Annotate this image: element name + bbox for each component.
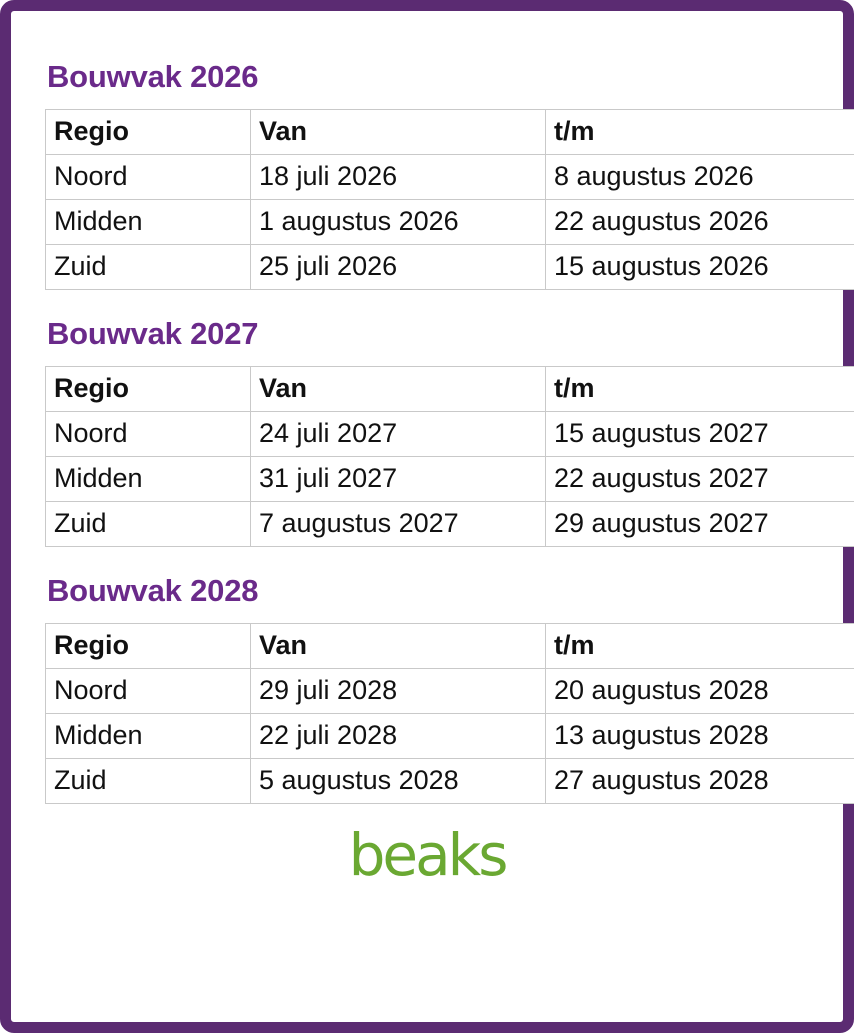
column-header-tm: t/m [546, 367, 854, 412]
table-header-row [46, 367, 854, 412]
cell-tm: 15 augustus 2027 [546, 412, 854, 457]
column-header-regio: Regio [46, 624, 251, 669]
column-header-regio: Regio [46, 110, 251, 155]
bouwvak-table-2026 [45, 109, 854, 290]
section-bouwvak-2028 [45, 573, 809, 804]
cell-van: 24 juli 2027 [251, 412, 546, 457]
column-header-regio: Regio [46, 367, 251, 412]
column-header-van: Van [251, 110, 546, 155]
table-row [46, 457, 854, 502]
cell-tm: 27 augustus 2028 [546, 759, 854, 804]
cell-tm: 22 augustus 2027 [546, 457, 854, 502]
table-row [46, 155, 854, 200]
cell-regio: Zuid [46, 759, 251, 804]
table-header-row [46, 110, 854, 155]
cell-regio: Noord [46, 412, 251, 457]
column-header-tm: t/m [546, 624, 854, 669]
cell-regio: Midden [46, 457, 251, 502]
cell-van: 7 augustus 2027 [251, 502, 546, 547]
cell-regio: Midden [46, 714, 251, 759]
cell-regio: Noord [46, 155, 251, 200]
page-title: Bouwvak 2027 [47, 316, 259, 351]
cell-tm: 20 augustus 2028 [546, 669, 854, 714]
cell-tm: 29 augustus 2027 [546, 502, 854, 547]
cell-regio: Noord [46, 669, 251, 714]
column-header-van: Van [251, 624, 546, 669]
cell-van: 18 juli 2026 [251, 155, 546, 200]
table-row [46, 502, 854, 547]
column-header-tm: t/m [546, 110, 854, 155]
section-bouwvak-2027 [45, 316, 809, 547]
table-row [46, 412, 854, 457]
cell-van: 1 augustus 2026 [251, 200, 546, 245]
cell-regio: Midden [46, 200, 251, 245]
brand-logo-text: beaks [348, 821, 506, 889]
table-row [46, 669, 854, 714]
cell-tm: 13 augustus 2028 [546, 714, 854, 759]
column-header-van: Van [251, 367, 546, 412]
cell-van: 5 augustus 2028 [251, 759, 546, 804]
cell-van: 22 juli 2028 [251, 714, 546, 759]
table-row [46, 200, 854, 245]
bouwvak-table-2028 [45, 623, 854, 804]
cell-regio: Zuid [46, 245, 251, 290]
cell-tm: 8 augustus 2026 [546, 155, 854, 200]
cell-tm: 15 augustus 2026 [546, 245, 854, 290]
cell-van: 31 juli 2027 [251, 457, 546, 502]
table-row [46, 245, 854, 290]
bouwvak-table-2027 [45, 366, 854, 547]
table-row [46, 759, 854, 804]
logo [45, 821, 809, 889]
cell-van: 29 juli 2028 [251, 669, 546, 714]
page-title: Bouwvak 2028 [47, 573, 259, 608]
cell-regio: Zuid [46, 502, 251, 547]
table-row [46, 714, 854, 759]
page-title: Bouwvak 2026 [47, 59, 259, 94]
table-header-row [46, 624, 854, 669]
cell-van: 25 juli 2026 [251, 245, 546, 290]
section-bouwvak-2026 [45, 59, 809, 290]
cell-tm: 22 augustus 2026 [546, 200, 854, 245]
